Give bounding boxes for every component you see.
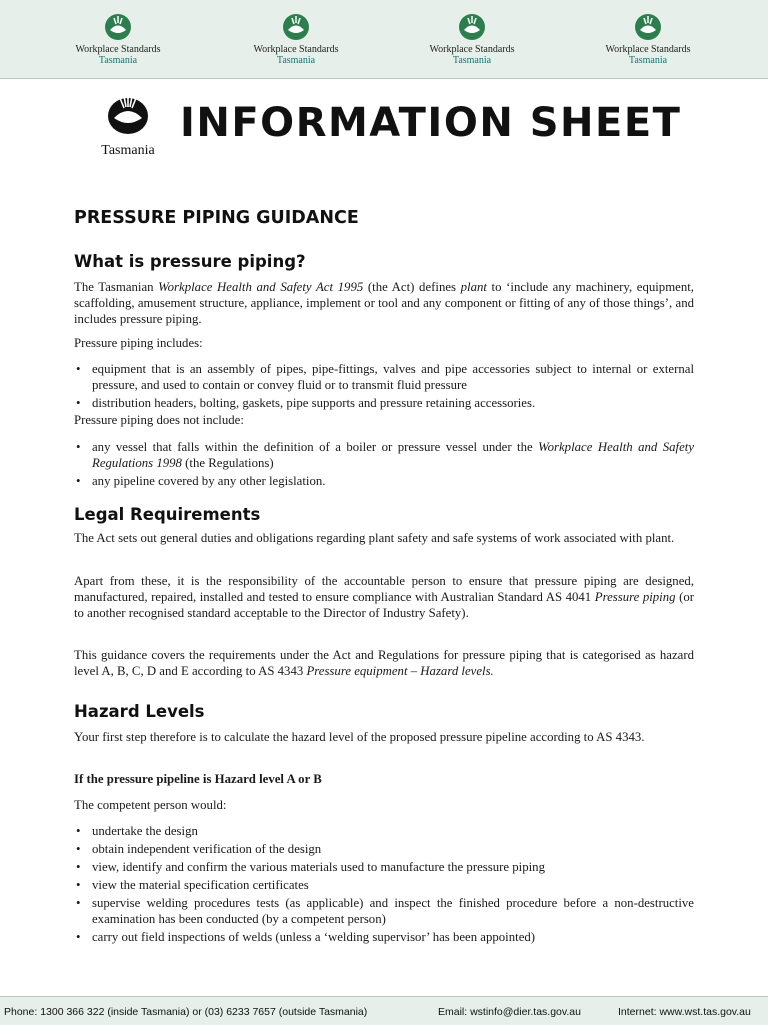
logo-line2: Tasmania: [276, 55, 316, 66]
footer-email[interactable]: Email: wstinfo@dier.tas.gov.au: [438, 1006, 581, 1018]
logo-line1: Workplace Standards: [605, 44, 691, 55]
section-heading: Hazard Levels: [74, 702, 205, 721]
tasmania-emblem-icon: [457, 12, 487, 42]
workplace-standards-logo: [588, 12, 708, 66]
footer-website[interactable]: Internet: www.wst.tas.gov.au: [618, 1006, 751, 1018]
logo-line2: Tasmania: [628, 55, 668, 66]
tasmania-emblem-icon: [103, 12, 133, 42]
list-item: • any vessel that falls within the definition of a boiler or pressure vessel under the Workplace Health and Safety Regulations 1998 (the Regulations): [76, 440, 694, 470]
sheet-title: INFORMATION SHEET: [180, 100, 682, 146]
paragraph: Apart from these, it is the responsibility of the accountable person to ensure that pressure piping are designed, manufactured, repaired, installed and tested to ensure compliance with Australian Standard AS 4041 Pressure piping (or to another recognised standard acceptable to the Director of Industry Safety).: [74, 574, 695, 620]
paragraph: The Act sets out general duties and obligations regarding plant safety and safe systems of work associated with plant.: [74, 531, 675, 545]
logo-line1: Workplace Standards: [429, 44, 515, 55]
workplace-standards-logo: [412, 12, 532, 66]
list-item: • carry out field inspections of welds (unless a ‘welding supervisor’ has been appointed): [76, 930, 536, 944]
bold-subheading: If the pressure pipeline is Hazard level A or B: [74, 772, 322, 786]
logo-line1: Workplace Standards: [75, 44, 161, 55]
workplace-standards-logo: [236, 12, 356, 66]
paragraph: The competent person would:: [74, 798, 227, 812]
list-item: • any pipeline covered by any other legislation.: [76, 474, 326, 488]
footer-phone: Phone: 1300 366 322 (inside Tasmania) or (03) 6233 7657 (outside Tasmania): [4, 1006, 368, 1018]
list-item: • view, identify and confirm the various materials used to manufacture the pressure piping: [76, 860, 545, 874]
competent-person-list: [74, 823, 694, 947]
header-band: [0, 0, 768, 79]
paragraph: Your first step therefore is to calculate the hazard level of the proposed pressure pipeline according to AS 4343.: [74, 730, 645, 744]
tasmania-emblem-icon: [633, 12, 663, 42]
list-item: • view the material specification certificates: [76, 878, 309, 892]
logo-line1: Workplace Standards: [253, 44, 339, 55]
tasmania-logo: [88, 92, 168, 159]
section-heading: Legal Requirements: [74, 505, 261, 524]
list-item: • undertake the design: [76, 824, 198, 838]
tasmania-emblem-icon: [102, 92, 154, 136]
tasmania-emblem-icon: [281, 12, 311, 42]
logo-line2: Tasmania: [452, 55, 492, 66]
list-item: • supervise welding procedures tests (as applicable) and inspect the finished procedure before a non-destructive examination has been conducted (by a competent person): [76, 896, 694, 926]
workplace-standards-logo: [58, 12, 178, 66]
list-item: • obtain independent verification of the design: [76, 842, 322, 856]
footer: [0, 996, 768, 1025]
paragraph: The Tasmanian Workplace Health and Safety Act 1995 (the Act) defines plant to ‘include any machinery, equipment, scaffolding, amusement structure, appliance, implement or tool and any component or fitting of any of those things’, and includes pressure piping.: [74, 280, 694, 326]
includes-list: [74, 361, 694, 413]
list-item: • distribution headers, bolting, gaskets, pipe supports and pressure retaining accessories.: [76, 396, 536, 410]
paragraph: This guidance covers the requirements under the Act and Regulations for pressure piping that is categorised as hazard level A, B, C, D and E according to AS 4343 Pressure equipment – Hazard levels.: [74, 648, 694, 678]
logo-line2: Tasmania: [98, 55, 138, 66]
section-heading: What is pressure piping?: [74, 252, 306, 271]
paragraph: Pressure piping includes:: [74, 336, 203, 350]
list-item: • equipment that is an assembly of pipes, pipe-fittings, valves and pipe accessories subject to internal or external pressure, and used to contain or convey fluid or to transmit fluid pressure: [76, 362, 694, 392]
paragraph: Pressure piping does not include:: [74, 413, 244, 427]
tasmania-label: Tasmania: [101, 143, 155, 158]
excludes-list: [74, 439, 694, 491]
document-heading: PRESSURE PIPING GUIDANCE: [74, 208, 359, 228]
